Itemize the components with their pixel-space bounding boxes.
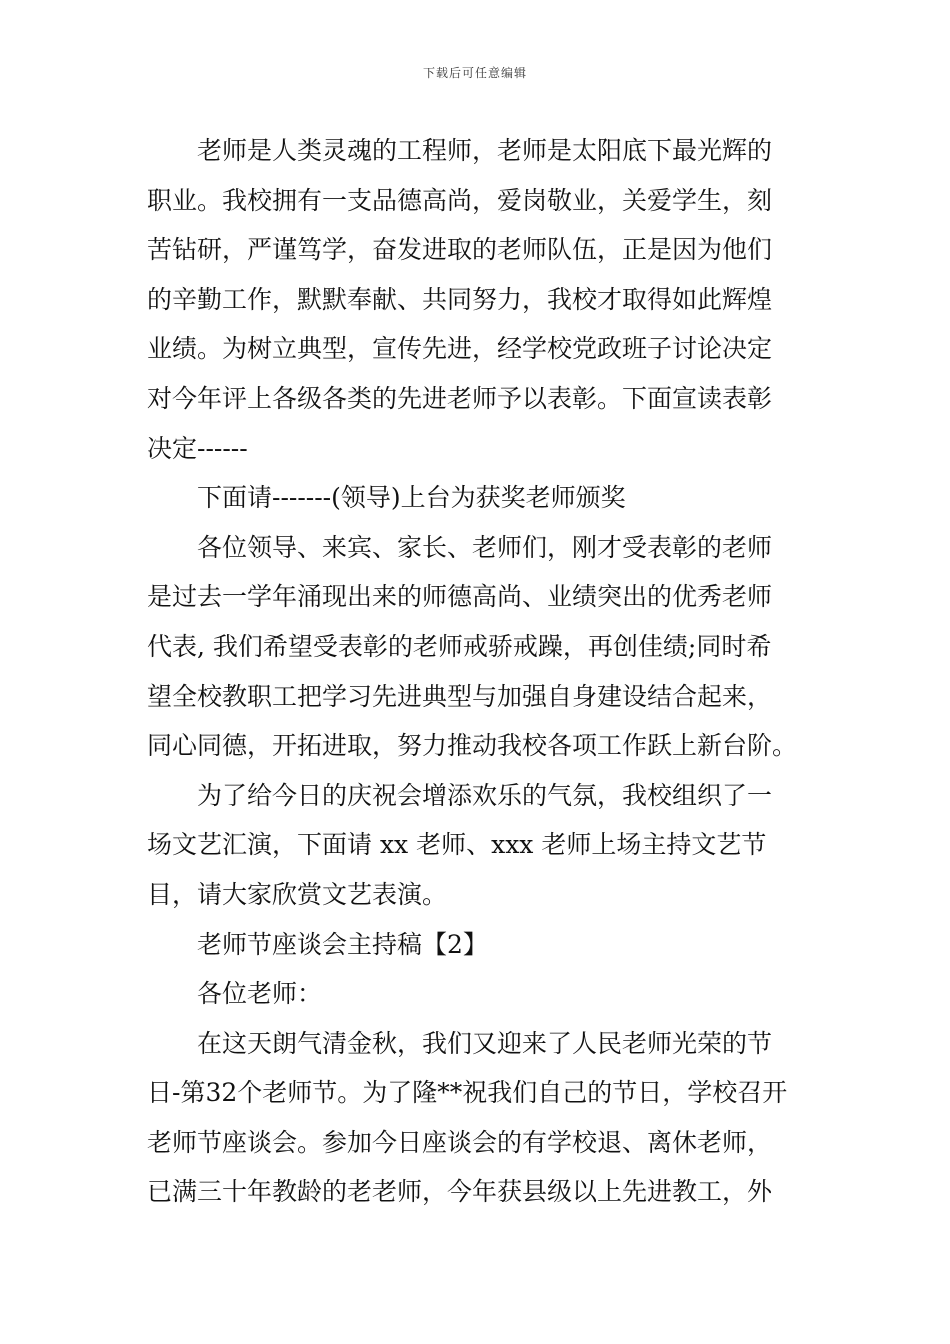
text-line: 下面请-------(领导)上台为获奖老师颁奖 (197, 483, 626, 513)
text-line: 已满三十年教龄的老老师，今年获县级以上先进教工，外 (147, 1177, 773, 1207)
text-line: 老师节座谈会。参加今日座谈会的有学校退、离休老师， (147, 1127, 773, 1157)
document-body (147, 126, 807, 1217)
text-line: 同心同德，开拓进取，努力推动我校各项工作跃上新台阶。 (147, 731, 798, 761)
salutation: 各位老师： (197, 979, 323, 1009)
section-heading: 老师节座谈会主持稿【2】 (197, 929, 488, 959)
text-line: 业绩。为树立典型，宣传先进，经学校党政班子讨论决定 (147, 334, 773, 364)
text-line: 在这天朗气清金秋，我们又迎来了人民老师光荣的节 (197, 1028, 773, 1058)
text-line: 目，请大家欣赏文艺表演。 (147, 879, 448, 909)
text-line: 场文艺汇演，下面请 xx 老师、xxx 老师上场主持文艺节 (147, 830, 767, 860)
text-line: 望全校教职工把学习先进典型与加强自身建设结合起来， (147, 681, 773, 711)
page-header: 下载后可任意编辑 (422, 66, 527, 80)
text-line: 日-第32个老师节。为了隆**祝我们自己的节日，学校召开 (147, 1078, 788, 1108)
text-line: 决定------ (147, 433, 248, 463)
text-line: 苦钻研，严谨笃学，奋发进取的老师队伍，正是因为他们 (147, 235, 773, 265)
text-line: 职业。我校拥有一支品德高尚，爱岗敬业，关爱学生，刻 (147, 185, 773, 215)
text-line: 的辛勤工作，默默奉献、共同努力，我校才取得如此辉煌 (147, 284, 773, 314)
text-line: 各位领导、来宾、家长、老师们，刚才受表彰的老师 (197, 532, 773, 562)
text-line: 代表, 我们希望受表彰的老师戒骄戒躁，再创佳绩;同时希 (147, 631, 772, 661)
text-line: 老师是人类灵魂的工程师，老师是太阳底下最光辉的 (197, 136, 773, 165)
text-line: 是过去一学年涌现出来的师德高尚、业绩突出的优秀老师 (147, 582, 773, 612)
text-line: 为了给今日的庆祝会增添欢乐的气氛，我校组织了一 (197, 780, 773, 810)
text-line: 对今年评上各级各类的先进老师予以表彰。下面宣读表彰 (147, 383, 773, 413)
